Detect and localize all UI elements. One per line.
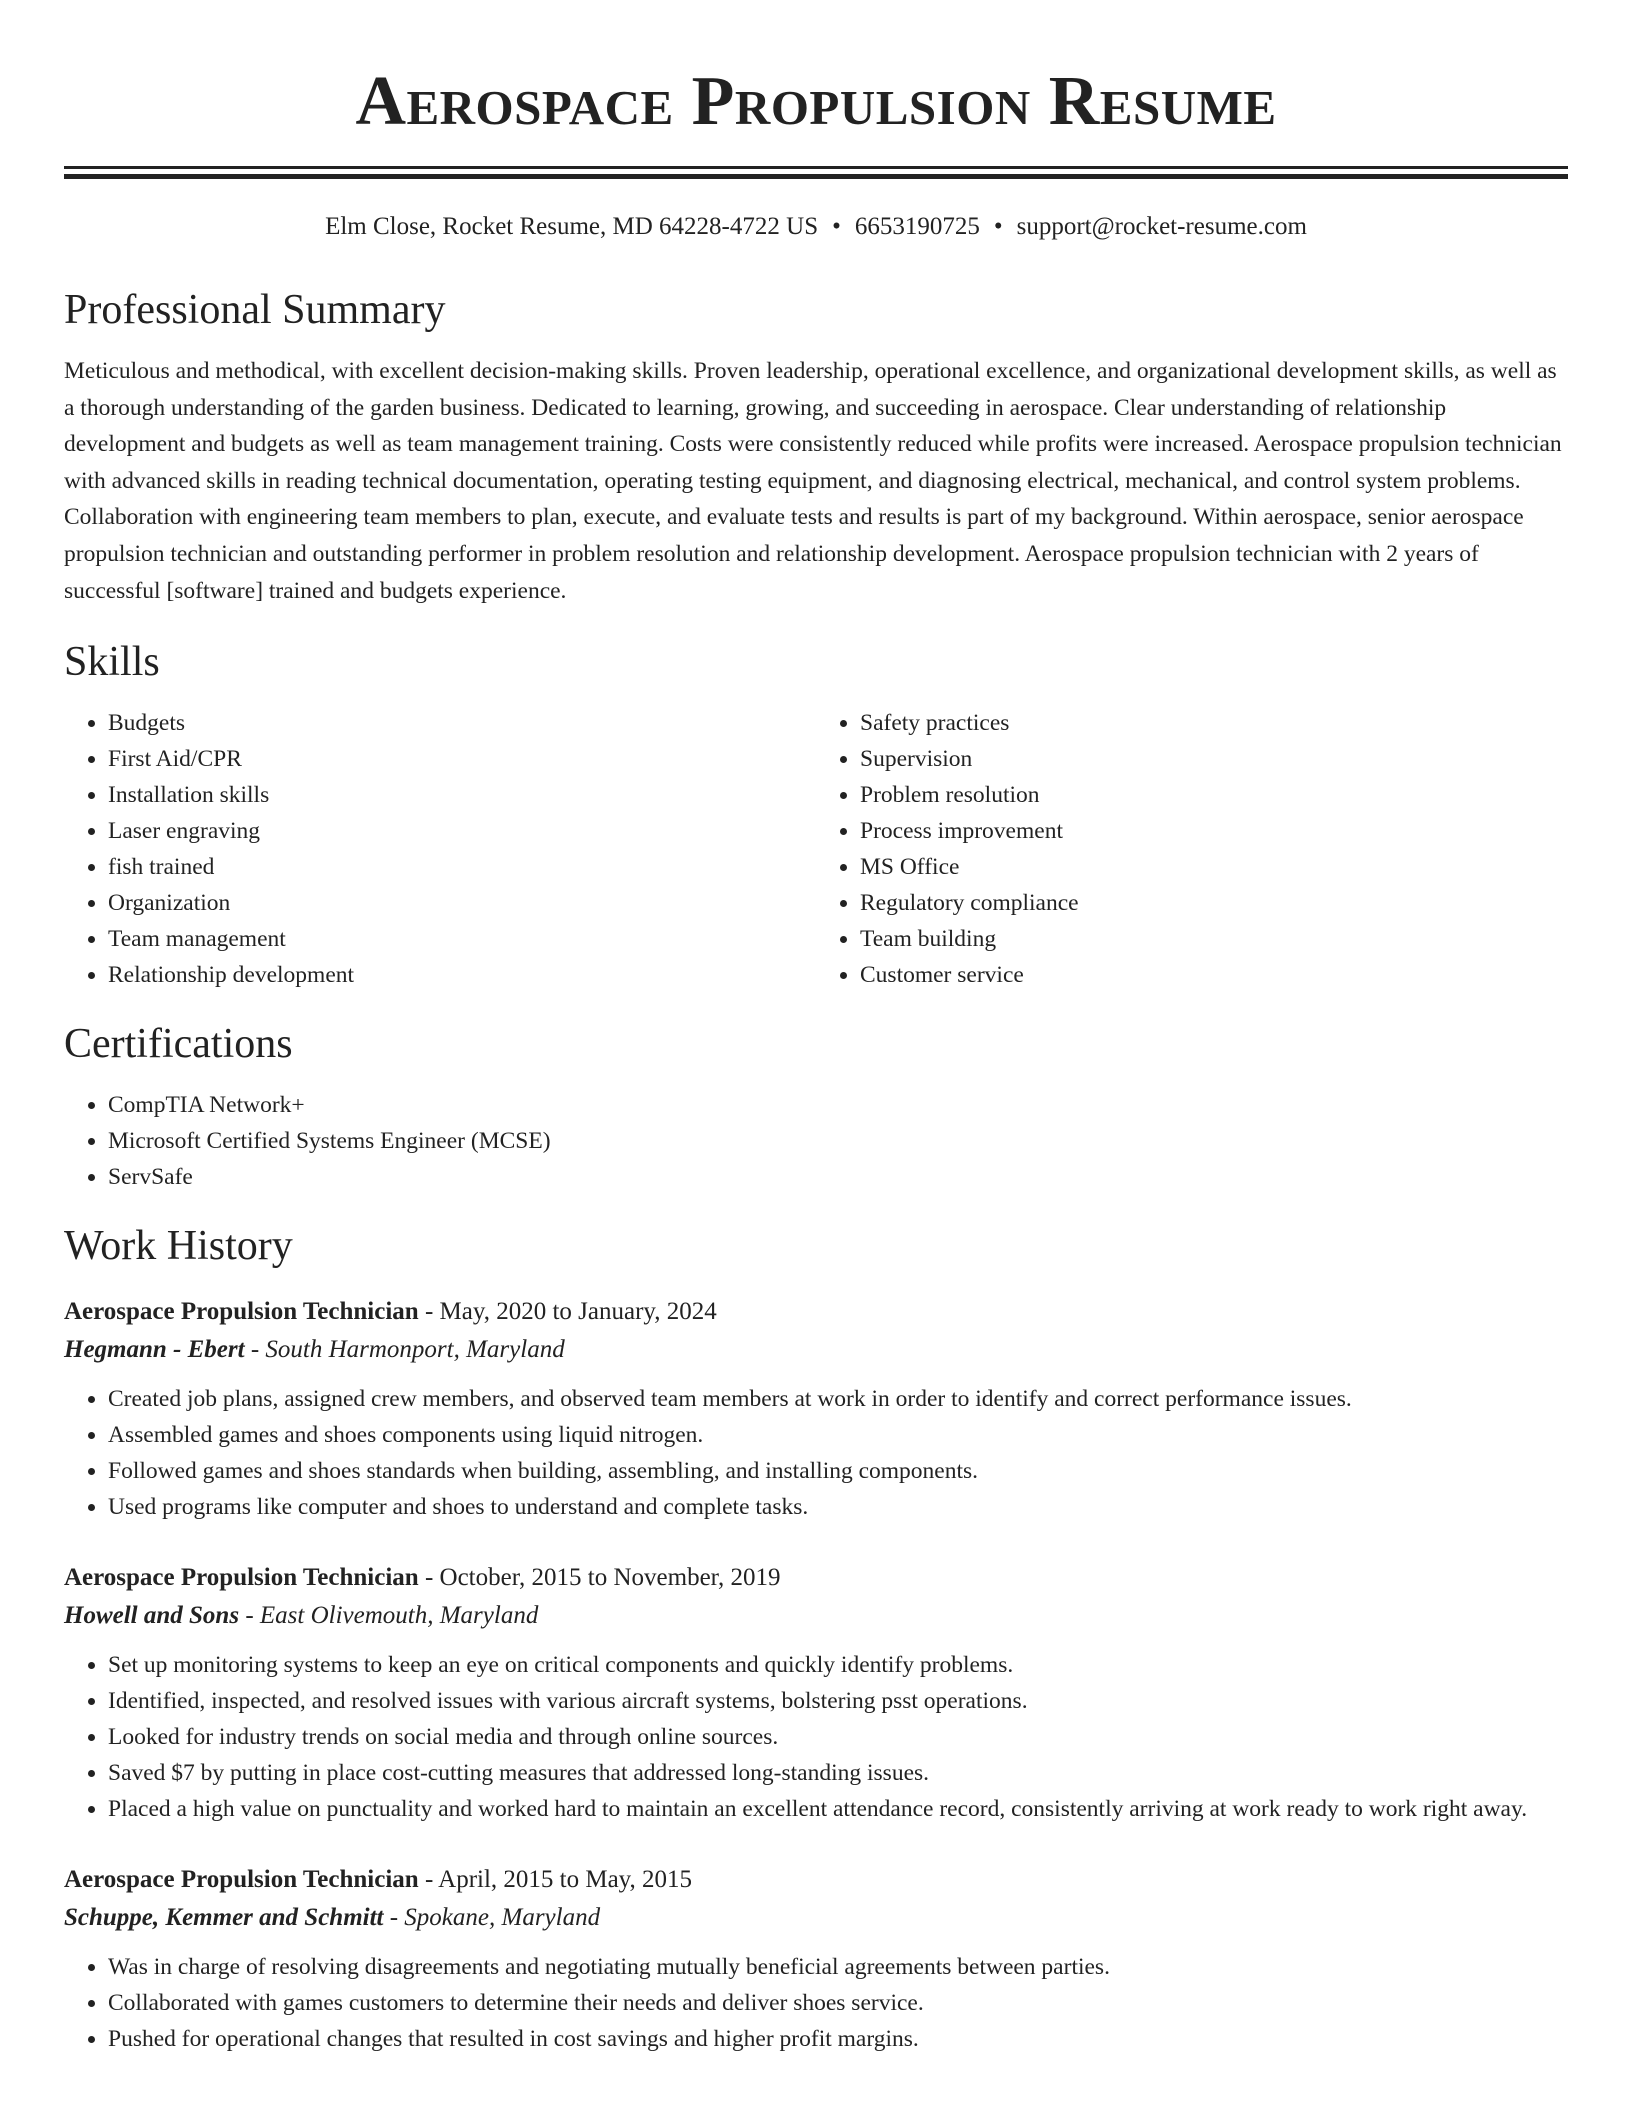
- job-bullet: • Saved $7 by putting in place cost-cutting measures that addressed long-standing issues.: [108, 1755, 1568, 1791]
- job-bullet: • Followed games and shoes standards when building, assembling, and installing components.: [108, 1453, 1568, 1489]
- job-title: Aerospace Propulsion Technician: [64, 1866, 419, 1894]
- job-bullet: • Pushed for operational changes that resulted in cost savings and higher profit margins.: [108, 2021, 1568, 2057]
- certification-item: • CompTIA Network+: [108, 1087, 1568, 1123]
- job-company-line: [64, 1899, 1568, 1937]
- job-bullet: • Was in charge of resolving disagreements and negotiating mutually beneficial agreements between parties.: [108, 1949, 1568, 1985]
- job-entry: [64, 1293, 1568, 1525]
- certifications-list: [64, 1087, 1568, 1195]
- job-bullet: • Identified, inspected, and resolved issues with various aircraft systems, bolstering psst operations.: [108, 1683, 1568, 1719]
- job-bullet: • Set up monitoring systems to keep an eye on critical components and quickly identify problems.: [108, 1647, 1568, 1683]
- summary-text: Meticulous and methodical, with excellent decision-making skills. Proven leadership, operational excellence, and organizational development skills, as well as a thorough understanding of the garden business. Dedicated to learning, growing, and succeeding in aerospace. Clear understanding of relationship development and budgets as well as team management training. Costs were consistently reduced while profits were increased. Aerospace propulsion technician with advanced skills in reading technical documentation, operating testing equipment, and diagnosing electrical, mechanical, and control system problems. Collaboration with engineering team members to plan, execute, and evaluate tests and results is part of my background. Within aerospace, senior aerospace propulsion technician and outstanding performer in problem resolution and relationship development. Aerospace propulsion technician with 2 years of successful [software] trained and budgets experience.: [64, 358, 1562, 604]
- job-entry: [64, 1559, 1568, 1827]
- contact-address: Elm Close, Rocket Resume, MD 64228-4722 US: [325, 213, 819, 240]
- job-location: - Spokane, Maryland: [389, 1904, 601, 1932]
- job-title-line: [64, 1293, 1568, 1331]
- job-title-line: [64, 1861, 1568, 1899]
- contact-phone: 6653190725: [854, 213, 980, 240]
- skill-item: • First Aid/CPR: [108, 741, 816, 777]
- job-title: Aerospace Propulsion Technician: [64, 1564, 419, 1592]
- skill-item: • Team management: [108, 921, 816, 957]
- title-rule-thick: [64, 174, 1568, 179]
- contact-separator: •: [993, 213, 1003, 240]
- skill-item: • Budgets: [108, 705, 816, 741]
- job-title-line: [64, 1559, 1568, 1597]
- certification-item: • ServSafe: [108, 1159, 1568, 1195]
- certifications-heading: Certifications: [64, 1021, 293, 1068]
- skill-item: • Safety practices: [860, 705, 1568, 741]
- skill-item: • Problem resolution: [860, 777, 1568, 813]
- job-dates: - October, 2015 to November, 2019: [424, 1564, 781, 1592]
- contact-line: [64, 209, 1568, 245]
- skills-list-right: [816, 705, 1568, 993]
- job-dates: - April, 2015 to May, 2015: [424, 1866, 693, 1894]
- job-dates: - May, 2020 to January, 2024: [424, 1298, 717, 1326]
- resume-title: Aerospace Propulsion Resume: [355, 63, 1277, 140]
- job-bullet: • Collaborated with games customers to determine their needs and deliver shoes service.: [108, 1985, 1568, 2021]
- job-bullet: • Used programs like computer and shoes to understand and complete tasks.: [108, 1489, 1568, 1525]
- job-location: - South Harmonport, Maryland: [250, 1336, 565, 1364]
- job-company: Howell and Sons: [64, 1602, 240, 1630]
- certification-item: • Microsoft Certified Systems Engineer (MCSE): [108, 1123, 1568, 1159]
- skill-item: • Process improvement: [860, 813, 1568, 849]
- job-bullets: [64, 1647, 1568, 1827]
- job-location: - East Olivemouth, Maryland: [245, 1602, 539, 1630]
- job-bullet: • Looked for industry trends on social media and through online sources.: [108, 1719, 1568, 1755]
- skills-list-left: [64, 705, 816, 993]
- skill-item: • Regulatory compliance: [860, 885, 1568, 921]
- skill-item: • Organization: [108, 885, 816, 921]
- job-bullets: [64, 1949, 1568, 2057]
- skills-columns: [64, 705, 1568, 993]
- job-bullets: [64, 1381, 1568, 1525]
- skill-item: • fish trained: [108, 849, 816, 885]
- job-bullet: • Placed a high value on punctuality and worked hard to maintain an excellent attendance record, consistently arriving at work ready to work right away.: [108, 1791, 1568, 1827]
- skill-item: • Team building: [860, 921, 1568, 957]
- job-bullet: • Created job plans, assigned crew members, and observed team members at work in order to identify and correct performance issues.: [108, 1381, 1568, 1417]
- skill-item: • Supervision: [860, 741, 1568, 777]
- job-company-line: [64, 1597, 1568, 1635]
- skill-item: • MS Office: [860, 849, 1568, 885]
- summary-heading: Professional Summary: [64, 287, 446, 333]
- resume-page: [64, 0, 1568, 2057]
- skill-item: • Relationship development: [108, 957, 816, 993]
- title-rule-thin: [64, 166, 1568, 169]
- job-title: Aerospace Propulsion Technician: [64, 1298, 419, 1326]
- skill-item: • Installation skills: [108, 777, 816, 813]
- job-entry: [64, 1861, 1568, 2057]
- work-history-heading: Work History: [64, 1223, 293, 1270]
- job-company-line: [64, 1331, 1568, 1369]
- job-bullet: • Assembled games and shoes components using liquid nitrogen.: [108, 1417, 1568, 1453]
- contact-separator: •: [832, 213, 841, 240]
- job-company: Schuppe, Kemmer and Schmitt: [64, 1904, 384, 1932]
- skill-item: • Laser engraving: [108, 813, 816, 849]
- contact-email[interactable]: support@rocket-resume.com: [1016, 213, 1307, 240]
- skill-item: • Customer service: [860, 957, 1568, 993]
- job-company: Hegmann - Ebert: [64, 1336, 245, 1364]
- skills-heading: Skills: [64, 639, 160, 686]
